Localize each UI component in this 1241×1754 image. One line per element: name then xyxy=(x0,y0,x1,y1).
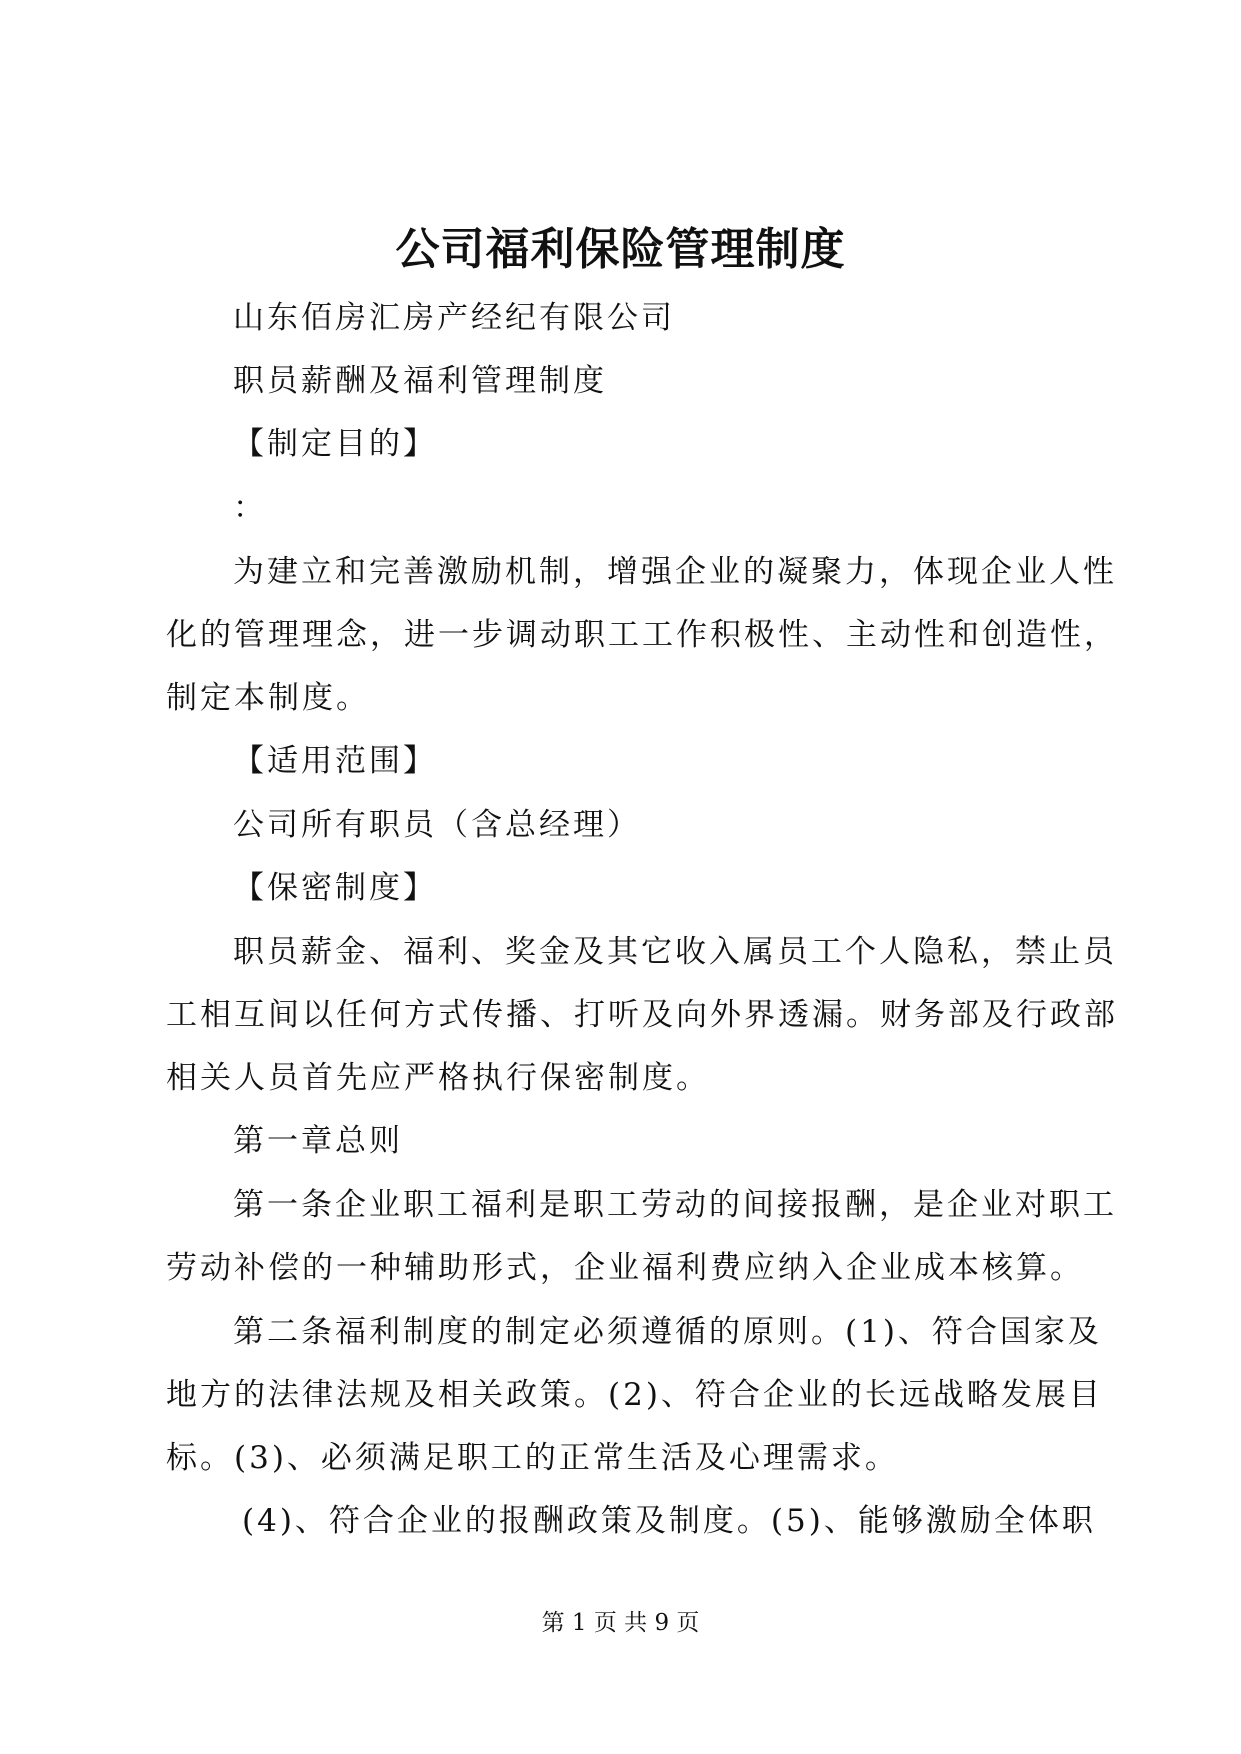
paragraph-line: 第一条企业职工福利是职工劳动的间接报酬，是企业对职工 xyxy=(233,1187,1117,1223)
paragraph-line: 劳动补偿的一种辅助形式，企业福利费应纳入企业成本核算。 xyxy=(166,1250,1084,1286)
section-heading-purpose: 【制定目的】 xyxy=(233,426,437,462)
paragraph-line: 职员薪金、福利、奖金及其它收入属员工个人隐私，禁止员 xyxy=(233,934,1117,970)
document-title: 公司福利保险管理制度 xyxy=(395,224,846,275)
paragraph-line: 相关人员首先应严格执行保密制度。 xyxy=(166,1060,710,1096)
page-footer: 第 1 页 共 9 页 xyxy=(541,1610,700,1636)
paragraph-line: 标。(3)、必须满足职工的正常生活及心理需求。 xyxy=(166,1440,899,1476)
paragraph-line: 公司所有职员（含总经理） xyxy=(233,807,641,843)
paragraph-line: 工相互间以任何方式传播、打听及向外界透漏。财务部及行政部 xyxy=(166,997,1118,1033)
subtitle: 职员薪酬及福利管理制度 xyxy=(233,363,607,399)
paragraph-line: 化的管理理念，进一步调动职工工作积极性、主动性和创造性， xyxy=(166,617,1118,653)
company-name: 山东佰房汇房产经纪有限公司 xyxy=(233,300,675,336)
paragraph-line: 地方的法律法规及相关政策。(2)、符合企业的长远战略发展目 xyxy=(166,1377,1103,1413)
section-heading-scope: 【适用范围】 xyxy=(233,743,437,779)
section-heading-confidentiality: 【保密制度】 xyxy=(233,870,437,906)
paragraph-line: 为建立和完善激励机制，增强企业的凝聚力，体现企业人性 xyxy=(233,554,1117,590)
chapter-heading: 第一章总则 xyxy=(233,1123,403,1159)
paragraph-line: (4)、符合企业的报酬政策及制度。(5)、能够激励全体职 xyxy=(242,1503,1096,1539)
paragraph-line: 制定本制度。 xyxy=(166,680,370,716)
colon-line: ： xyxy=(233,490,267,526)
paragraph-line: 第二条福利制度的制定必须遵循的原则。(1)、符合国家及 xyxy=(233,1314,1102,1350)
